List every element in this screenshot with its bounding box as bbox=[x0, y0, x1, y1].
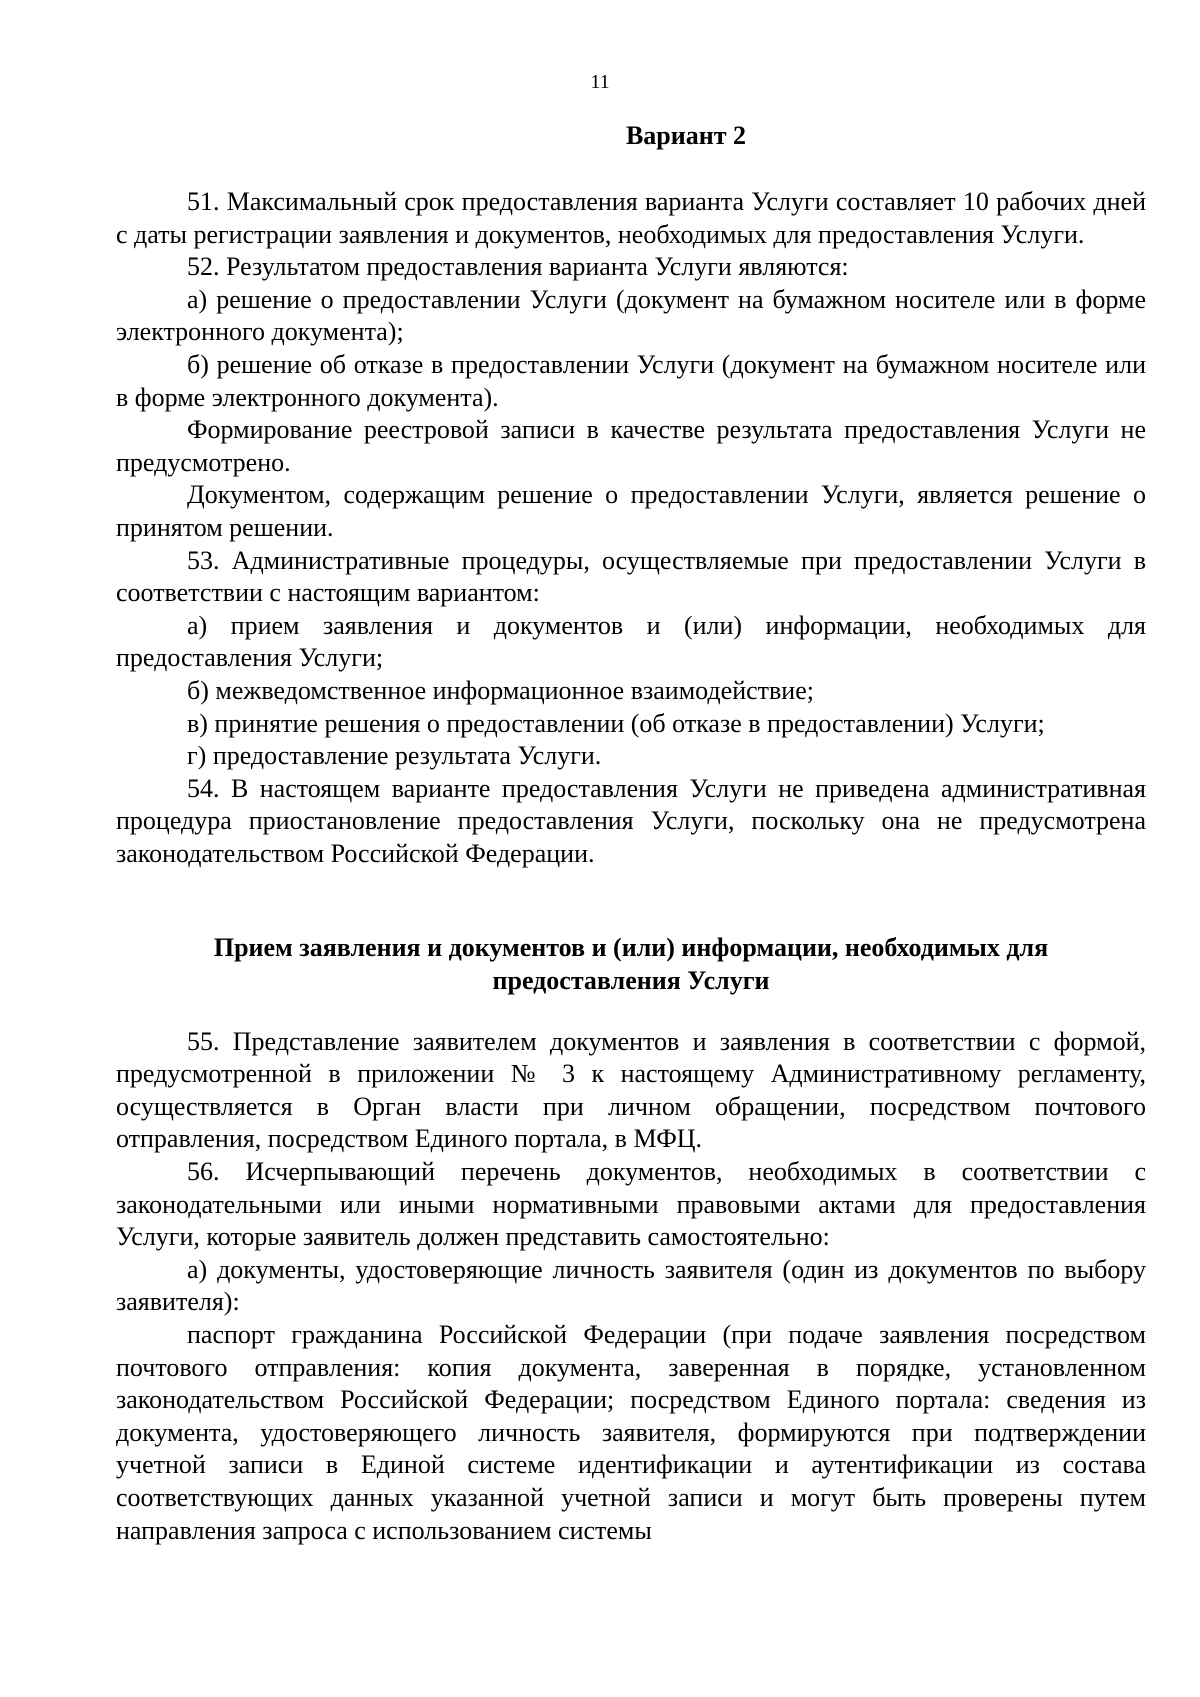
spacer bbox=[116, 870, 1146, 932]
paragraph-53-v: в) принятие решения о предоставлении (об отказе в предоставлении) Услуги; bbox=[187, 708, 1045, 738]
paragraph-53: 53. Административные процедуры, осуществляемые при предоставлении Услуги в соответствии с настоящим вариантом: bbox=[116, 545, 1146, 608]
paragraph-passport: паспорт гражданина Российской Федерации (при подаче заявления посредством почтового отправления: копия документа, заверенная в порядке, установленном законодательством Российской Федерации; посредством Единого портала: сведения из документа, удостоверяющего личность заявителя, формируются при подтверждении учетной записи в Единой системе идентификации и аутентификации из состава соответствующих данных указанной учетной записи и могут быть проверены путем направления запроса с использованием системы bbox=[116, 1320, 1146, 1545]
paragraph-56-a: а) документы, удостоверяющие личность заявителя (один из документов по выбору заявителя): bbox=[116, 1254, 1146, 1317]
paragraph-51: 51. Максимальный срок предоставления варианта Услуги составляет 10 рабочих дней с даты регистрации заявления и документов, необходимых для предоставления Услуги. bbox=[116, 187, 1146, 249]
paragraph-54: 54. В настоящем варианте предоставления Услуги не приведена административная процедура приостановление предоставления Услуги, поскольку она не предусмотрена законодательством Российской Федерации. bbox=[116, 773, 1146, 868]
section-variant-2 bbox=[116, 186, 1146, 870]
paragraph-56: 56. Исчерпывающий перечень документов, необходимых в соответствии с законодательными или иными нормативными правовыми актами для предоставления Услуги, которые заявитель должен представить самостоятельно: bbox=[116, 1157, 1146, 1252]
page-number: 11 bbox=[590, 71, 610, 93]
section-application-intake bbox=[116, 1026, 1146, 1548]
spacer bbox=[116, 152, 1146, 186]
paragraph-52-b: б) решение об отказе в предоставлении Услуги (документ на бумажном носителе или в форме электронного документа). bbox=[116, 349, 1146, 412]
paragraph-registry-record: Формирование реестровой записи в качестве результата предоставления Услуги не предусмотрено. bbox=[116, 415, 1146, 477]
paragraph-53-b: б) межведомственное информационное взаимодействие; bbox=[187, 675, 814, 705]
section-heading bbox=[116, 932, 1146, 997]
paragraph-53-a: а) прием заявления и документов и (или) информации, необходимых для предоставления Услуги; bbox=[116, 610, 1146, 673]
variant-title: Вариант 2 bbox=[625, 121, 747, 150]
spacer bbox=[116, 998, 1146, 1026]
section-heading-line-2: предоставления Услуги bbox=[492, 966, 770, 996]
paragraph-53-g: г) предоставление результата Услуги. bbox=[187, 741, 602, 771]
paragraph-52: 52. Результатом предоставления варианта Услуги являются: bbox=[187, 252, 849, 282]
paragraph-52-a: а) решение о предоставлении Услуги (документ на бумажном носителе или в форме электронного документа); bbox=[116, 284, 1146, 347]
paragraph-decision-document: Документом, содержащим решение о предоставлении Услуги, является решение о принятом решении. bbox=[116, 480, 1146, 542]
section-heading-line-1: Прием заявления и документов и (или) информации, необходимых для bbox=[213, 933, 1049, 963]
page-content bbox=[116, 120, 1146, 1547]
paragraph-55: 55. Представление заявителем документов и заявления в соответствии с формой, предусмотренной в приложении № 3 к настоящему Административному регламенту, осуществляется в Орган власти при личном обращении, посредством почтового отправления, посредством Единого портала, в МФЦ. bbox=[116, 1026, 1146, 1154]
